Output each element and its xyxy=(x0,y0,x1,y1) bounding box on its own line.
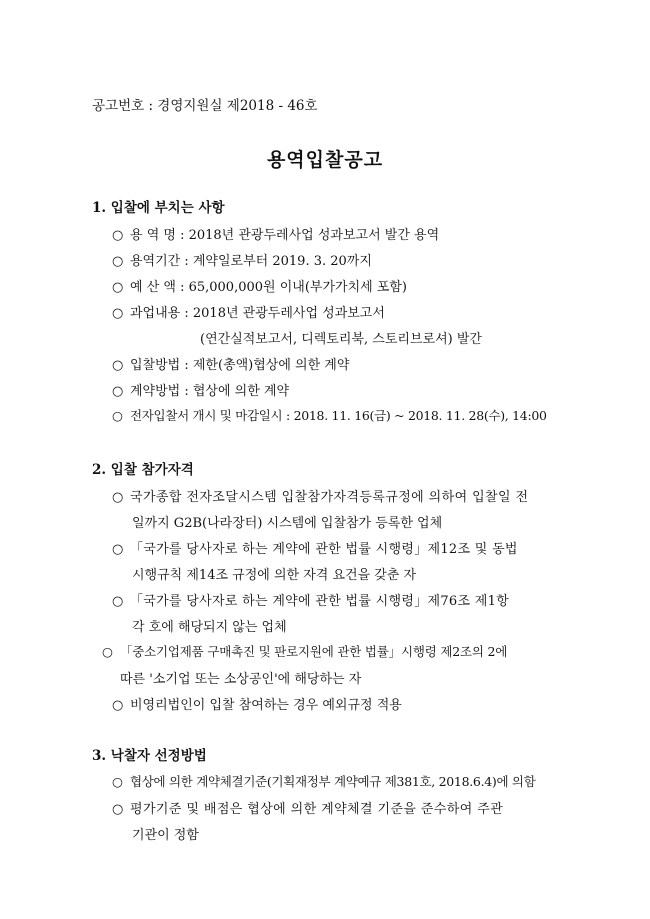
bullet-icon: ○ xyxy=(112,774,123,789)
bullet-icon: ○ xyxy=(112,280,124,295)
notice-number: 공고번호 : 경영지원실 제2018 - 46호 xyxy=(92,98,318,114)
list-item: ○ 입찰방법 : 제한(총액)협상에 의한 계약 xyxy=(112,358,350,373)
bullet-icon: ○ xyxy=(112,384,124,399)
list-item: ○ 협상에 의한 계약체결기준(기획재정부 계약예규 제381호, 2018.6.4)에 의함 xyxy=(112,774,536,789)
section-heading: 3. 낙찰자 선정방법 xyxy=(92,748,207,764)
list-item: ○ 「국가를 당사자로 하는 계약에 관한 법률 시행령」제12조 및 동법 xyxy=(112,542,518,557)
bullet-icon: ○ xyxy=(112,802,124,817)
list-item: ○ 과업내용 : 2018년 관광두레사업 성과보고서 xyxy=(112,306,385,321)
list-item-continuation: 따른 '소기업 또는 소상공인'에 해당하는 자 xyxy=(120,672,362,687)
bullet-icon: ○ xyxy=(112,594,124,609)
bullet-icon: ○ xyxy=(112,698,124,713)
list-item: ○ 용 역 명 : 2018년 관광두레사업 성과보고서 발간 용역 xyxy=(112,228,440,243)
bullet-icon: ○ xyxy=(112,306,124,321)
bullet-icon: ○ xyxy=(112,254,124,269)
list-item-continuation: 일까지 G2B(나라장터) 시스템에 입찰참가 등록한 업체 xyxy=(132,516,443,531)
list-item: ○ 평가기준 및 배점은 협상에 의한 계약체결 기준을 준수하여 주관 xyxy=(112,802,504,817)
list-item: ○ 「국가를 당사자로 하는 계약에 관한 법률 시행령」제76조 제1항 xyxy=(112,594,510,609)
list-item: ○ 전자입찰서 개시 및 마감일시 : 2018. 11. 16(금) ~ 2018. 11. 28(수), 14:00 xyxy=(112,408,547,423)
bullet-icon: ○ xyxy=(112,490,124,505)
bullet-icon: ○ xyxy=(102,644,113,659)
list-item: ○ 계약방법 : 협상에 의한 계약 xyxy=(112,384,290,399)
list-item-continuation: (연간실적보고서, 디렉토리북, 스토리브로셔) 발간 xyxy=(200,332,482,347)
list-item: ○ 용역기간 : 계약일로부터 2019. 3. 20까지 xyxy=(112,254,372,269)
bullet-icon: ○ xyxy=(112,408,123,423)
list-item-continuation: 시행규칙 제14조 규정에 의한 자격 요건을 갖춘 자 xyxy=(132,568,417,583)
bullet-icon: ○ xyxy=(112,228,124,243)
section-heading: 2. 입찰 참가자격 xyxy=(92,462,194,478)
list-item-continuation: 기관이 정함 xyxy=(132,828,199,843)
section-heading: 1. 입찰에 부치는 사항 xyxy=(92,200,225,216)
list-item: ○ 비영리법인이 입찰 참여하는 경우 예외규정 적용 xyxy=(112,698,402,713)
bullet-icon: ○ xyxy=(112,542,124,557)
list-item-continuation: 각 호에 해당되지 않는 업체 xyxy=(132,620,287,635)
list-item: ○ 예 산 액 : 65,000,000원 이내(부가가치세 포함) xyxy=(112,280,408,295)
page-title: 용역입찰공고 xyxy=(266,149,384,171)
list-item: ○ 국가종합 전자조달시스템 입찰참가자격등록규정에 의하여 입찰일 전 xyxy=(112,490,529,505)
list-item: ○ 「중소기업제품 구매촉진 및 판로지원에 관한 법률」시행령 제2조의 2에 xyxy=(102,644,508,659)
bullet-icon: ○ xyxy=(112,358,124,373)
